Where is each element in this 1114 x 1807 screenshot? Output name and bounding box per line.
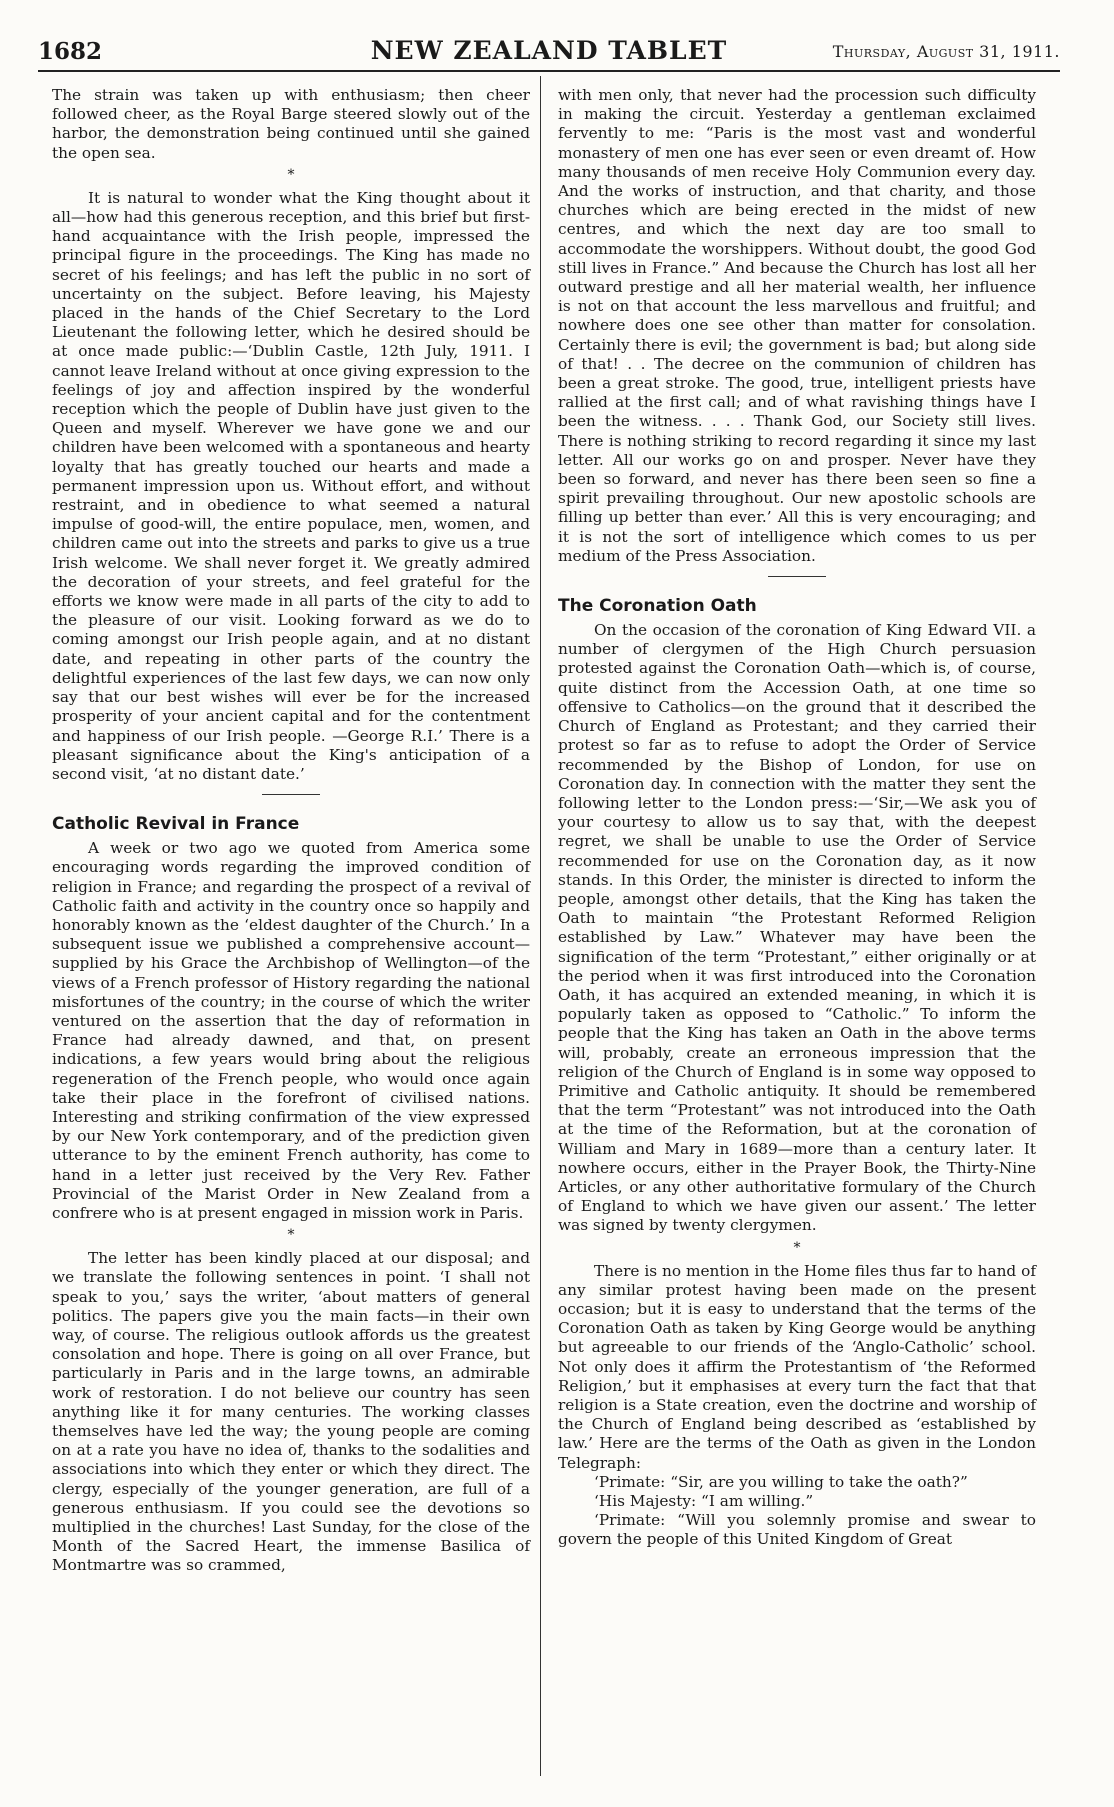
left-column xyxy=(52,86,530,1576)
issue-date: Thursday, August 31, 1911. xyxy=(832,42,1060,61)
section-asterisk: * xyxy=(287,1227,295,1244)
paragraph: A week or two ago we quoted from America some encouraging words regarding the improved condition of religion in France; and regarding the prospect of a revival of Catholic faith and activity in the country once so happily and honorably known as the ‘eldest daughter of the Church.’ In a subsequent issue we published a comprehensive account—supplied by his Grace the Archbishop of Wellington—of the views of a French professor of History regarding the national misfortunes of the country; in the course of which the writer ventured on the assertion that the day of reformation in France had already dawned, and that, on present indications, a few years would bring about the religious regeneration of the French people, who would once again take their place in the forefront of civilised nations. Interesting and striking confirmation of the view expressed by our New York contemporary, and of the prediction given utterance to by the eminent French authority, has come to hand in a letter just received by the Very Rev. Father Provincial of the Marist Order in New Zealand from a confrere who is at present engaged in mission work in Paris. xyxy=(52,839,530,1222)
paragraph: It is natural to wonder what the King thought about it all—how had this generous reception, and this brief but first-hand acquaintance with the Irish people, impressed the principal figure in the proceedings. The King has made no secret of his feelings; and has left the public in no sort of uncertainty on the subject. Before leaving, his Majesty placed in the hands of the Chief Secretary to the Lord Lieutenant the following letter, which he desired should be at once made public:—‘Dublin Castle, 12th July, 1911. I cannot leave Ireland without at once giving expression to the feelings of joy and affection inspired by the wonderful reception which the people of Dublin have just given to the Queen and myself. Wherever we have gone we and our children have been welcomed with a spontaneous and hearty loyalty that has greatly touched our hearts and made a permanent impression upon us. Without effort, and without restraint, and in obedience to what seemed a natural impulse of good-will, the entire populace, men, women, and children came out into the streets and parks to give us a true Irish welcome. We shall never forget it. We greatly admired the decoration of your streets, and feel grateful for the efforts we know were made in all parts of the city to add to the pleasure of our visit. Looking forward as we do to coming amongst our Irish people again, and at no distant date, and repeating in other parts of the country the delightful experiences of the last few days, we can now only say that our best wishes will ever be for the increased prosperity of your ancient capital and for the contentment and happiness of our Irish people. —George R.I.’ There is a pleasant significance about the King's anticipation of a second visit, ‘at no distant date.’ xyxy=(52,188,530,783)
paragraph: The letter has been kindly placed at our disposal; and we translate the following sentences in point. ‘I shall not speak to you,’ says the writer, ‘about matters of general politics. The papers give you the main facts—in their own way, of course. The religious outlook affords us the greatest consolation and hope. There is going on all over France, but particularly in Paris and in the large towns, an admirable work of restoration. I do not believe our country has seen anything like it for many centuries. The working classes themselves have led the way; the young people are coming on at a rate you have no idea of, thanks to the sodalities and associations into which they enter or which they direct. The clergy, especially of the younger generation, are full of a generous enthusiasm. If you could see the devotions so multiplied in the churches! Last Sunday, for the close of the Month of the Sacred Heart, the immense Basilica of Montmartre was so crammed, xyxy=(52,1249,530,1575)
section-separator xyxy=(262,794,320,795)
right-column xyxy=(558,86,1036,1550)
paragraph: On the occasion of the coronation of King Edward VII. a number of clergymen of the High Church persuasion protested against the Coronation Oath—which is, of course, quite distinct from the Accession Oath, at one time so offensive to Catholics—on the ground that it described the Church of England as Protestant; and they carried their protest so far as to refuse to adopt the Order of Service recommended by the Bishop of London, for use on Coronation day. In connection with the matter they sent the following letter to the London press:—‘Sir,—We ask you of your courtesy to allow us to say that, with the deepest regret, we shall be unable to use the Order of Service recommended for use on the Coronation day, as it now stands. In this Order, the minister is directed to inform the people, amongst other details, that the King has taken the Oath to maintain “the Protestant Reformed Religion established by Law.” Whatever may have been the signification of the term “Protestant,” either originally or at the period when it was first introduced into the Coronation Oath, it has acquired an extended meaning, in which it is popularly taken as opposed to “Catholic.” To inform the people that the King has taken an Oath in the above terms will, probably, create an erroneous impression that the religion of the Church of England is in some way opposed to Primitive and Catholic antiquity. It should be remembered that the term “Protestant” was not introduced into the Oath at the time of the Reformation, but at the coronation of William and Mary in 1689—more than a century later. It nowhere occurs, either in the Prayer Book, the Thirty-Nine Articles, or any other authoritative formulary of the Church of England to which we have given our assent.’ The letter was signed by twenty clergymen. xyxy=(558,621,1036,1235)
oath-line: ‘His Majesty: “I am willing.” xyxy=(594,1492,814,1511)
article-heading: The Coronation Oath xyxy=(558,596,757,617)
paragraph: with men only, that never had the procession such difficulty in making the circuit. Yesterday a gentleman exclaimed fervently to me: “Paris is the most vast and wonderful monastery of men one has ever seen or even dreamt of. How many thousands of men receive Holy Communion every day. And the works of instruction, and that charity, and those churches which are being erected in the midst of new centres, and which the next day are too small to accommodate the worshippers. Without doubt, the good God still lives in France.” And because the Church has lost all her outward prestige and all her material wealth, her influence is not on that account the less marvellous and fruitful; and nowhere does one see other than matter for consolation. Certainly there is evil; the government is bad; but along side of that! . . The decree on the communion of children has been a great stroke. The good, true, intelligent priests have rallied at the first call; and of what ravishing things have I been the witness. . . . Thank God, our Society still lives. There is nothing striking to record regarding it since my last letter. All our works go on and prosper. Never have they been so forward, and never has there been seen so fine a spirit prevailing throughout. Our new apostolic schools are filling up better than ever.’ All this is very encouraging; and it is not the sort of intelligence which comes to us per medium of the Press Association. xyxy=(558,86,1036,565)
section-asterisk: * xyxy=(287,166,295,183)
page-number: 1682 xyxy=(38,38,103,65)
newspaper-title: NEW ZEALAND TABLET xyxy=(370,36,728,65)
article-heading: Catholic Revival in France xyxy=(52,814,300,835)
oath-line: ‘Primate: “Will you solemnly promise and swear to govern the people of this United Kingdom of Great xyxy=(558,1511,1036,1549)
oath-line: ‘Primate: “Sir, are you willing to take the oath?” xyxy=(594,1472,968,1491)
paragraph: There is no mention in the Home files thus far to hand of any similar protest having been made on the present occasion; but it is easy to understand that the terms of the Coronation Oath as taken by King George would be anything but agreeable to our friends of the ‘Anglo-Catholic’ school. Not only does it affirm the Protestantism of ‘the Reformed Religion,’ but it emphasises at every turn the fact that that religion is a State creation, even the doctrine and worship of the Church of England being described as ‘established by law.’ Here are the terms of the Oath as given in the London Telegraph: xyxy=(558,1261,1036,1472)
column-divider xyxy=(540,76,541,1776)
section-separator xyxy=(768,576,826,577)
header-rule xyxy=(38,70,1060,72)
section-asterisk: * xyxy=(793,1239,801,1256)
masthead xyxy=(38,34,1060,70)
paragraph: The strain was taken up with enthusiasm; then cheer followed cheer, as the Royal Barge steered slowly out of the harbor, the demonstration being continued until she gained the open sea. xyxy=(52,86,530,162)
